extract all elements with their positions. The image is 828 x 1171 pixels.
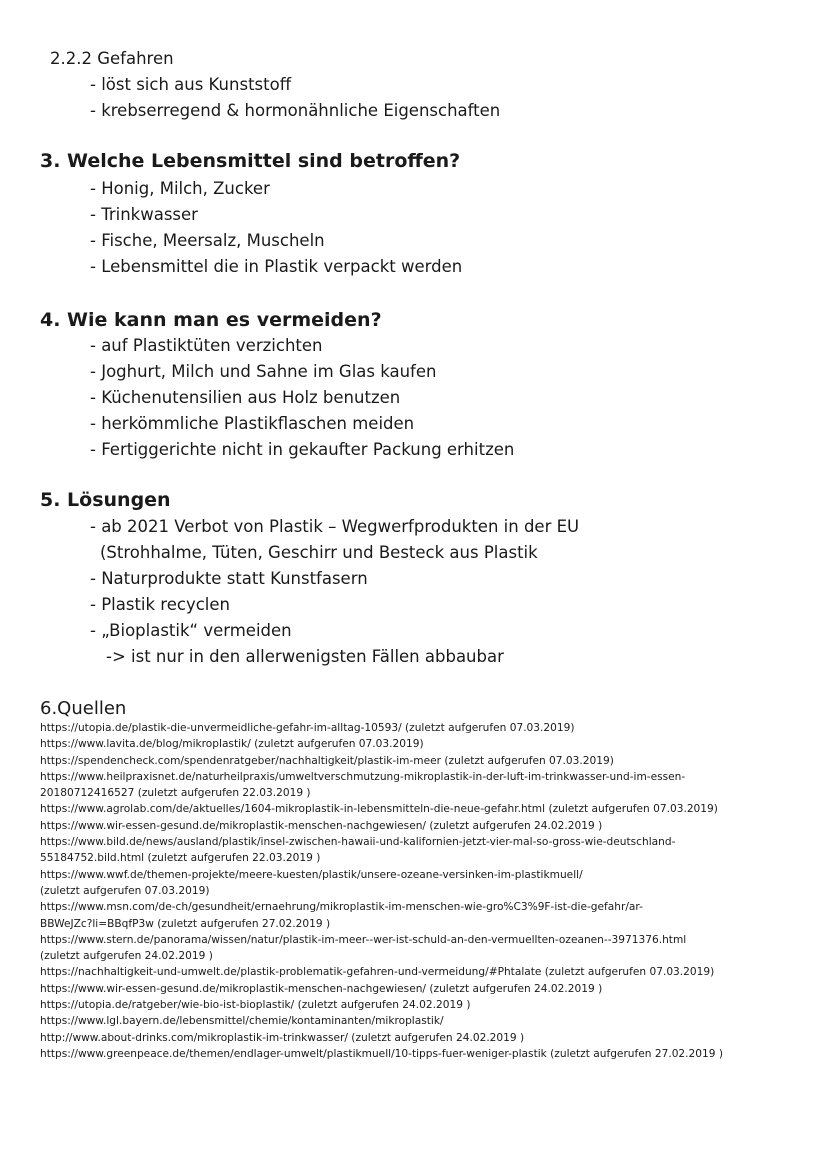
source-line: https://www.lavita.de/blog/mikroplastik/ (zuletzt aufgerufen 07.03.2019) <box>40 738 424 751</box>
list-item: - „Bioplastik“ vermeiden <box>90 621 292 640</box>
list-item: - löst sich aus Kunststoff <box>90 75 292 94</box>
source-line: https://www.wir-essen-gesund.de/mikroplastik-menschen-nachgewiesen/ (zuletzt aufgerufen 24.02.2019 ) <box>40 982 603 995</box>
list-item: - Naturprodukte statt Kunstfasern <box>90 569 368 588</box>
section-2-2-2-list <box>90 72 500 124</box>
list-item: - Küchenutensilien aus Holz benutzen <box>90 388 401 407</box>
list-item: - ab 2021 Verbot von Plastik – Wegwerfprodukten in der EU <box>90 517 580 536</box>
list-item: - Fische, Meersalz, Muscheln <box>90 231 325 250</box>
list-item-note: -> ist nur in den allerwenigsten Fällen abbaubar <box>106 647 504 666</box>
source-line: http://www.about-drinks.com/mikroplastik-im-trinkwasser/ (zuletzt aufgerufen 24.02.2019 ) <box>40 1031 525 1044</box>
section-2-2-2-heading: 2.2.2 Gefahren <box>50 49 174 68</box>
list-item-continuation: (Strohhalme, Tüten, Geschirr und Besteck aus Plastik <box>100 543 538 562</box>
source-line: (zuletzt aufgerufen 07.03.2019) <box>40 884 210 897</box>
list-item: - auf Plastiktüten verzichten <box>90 336 323 355</box>
list-item: - herkömmliche Plastikflaschen meiden <box>90 414 415 433</box>
sources-list <box>40 720 810 1062</box>
source-line: https://utopia.de/plastik-die-unvermeidliche-gefahr-im-alltag-10593/ (zuletzt aufgerufen 07.03.2019) <box>40 722 575 734</box>
list-item: - Honig, Milch, Zucker <box>90 179 270 198</box>
list-item: - Fertiggerichte nicht in gekaufter Packung erhitzen <box>90 440 515 459</box>
source-line: https://utopia.de/ratgeber/wie-bio-ist-bioplastik/ (zuletzt aufgerufen 24.02.2019 ) <box>40 999 471 1012</box>
section-3-list <box>90 176 462 280</box>
source-line: https://nachhaltigkeit-und-umwelt.de/plastik-problematik-gefahren-und-vermeidung/#Phtalate (zuletzt aufgerufen 07.03.2019) <box>40 966 715 979</box>
source-line: 20180712416527 (zuletzt aufgerufen 22.03.2019 ) <box>40 787 311 800</box>
source-line: https://www.msn.com/de-ch/gesundheit/ernaehrung/mikroplastik-im-menschen-wie-gro%C3%9F-ist-die-gefahr/ar- <box>40 901 643 914</box>
section-6-heading: 6.Quellen <box>40 698 127 719</box>
list-item: - Lebensmittel die in Plastik verpackt werden <box>90 257 463 276</box>
section-5-list <box>90 514 579 670</box>
section-3-heading: 3. Welche Lebensmittel sind betroffen? <box>40 150 461 172</box>
source-line: https://www.agrolab.com/de/aktuelles/1604-mikroplastik-in-lebensmitteln-die-neue-gefahr.html (zuletzt aufgerufen 07.03.2019) <box>40 803 718 816</box>
list-item: - Plastik recyclen <box>90 595 230 614</box>
source-line: 55184752.bild.html (zuletzt aufgerufen 22.03.2019 ) <box>40 852 321 865</box>
source-line: https://www.bild.de/news/ausland/plastik/insel-zwischen-hawaii-und-kalifornien-jetzt-vier-mal-so-gross-wie-deutschland- <box>40 836 676 849</box>
source-line: https://www.wir-essen-gesund.de/mikroplastik-menschen-nachgewiesen/ (zuletzt aufgerufen 24.02.2019 ) <box>40 819 603 832</box>
section-4-list <box>90 333 514 463</box>
list-item: - Trinkwasser <box>90 205 198 224</box>
source-line: https://www.wwf.de/themen-projekte/meere-kuesten/plastik/unsere-ozeane-versinken-im-plastikmuell/ <box>40 868 583 881</box>
source-line: https://www.heilpraxisnet.de/naturheilpraxis/umweltverschmutzung-mikroplastik-in-der-luft-im-trinkwasser-und-im-essen- <box>40 770 686 783</box>
source-line: https://spendencheck.com/spendenratgeber/nachhaltigkeit/plastik-im-meer (zuletzt aufgerufen 07.03.2019) <box>40 754 614 767</box>
source-line: https://www.lgl.bayern.de/lebensmittel/chemie/kontaminanten/mikroplastik/ <box>40 1015 444 1028</box>
section-4-heading: 4. Wie kann man es vermeiden? <box>40 309 382 331</box>
source-line: (zuletzt aufgerufen 24.02.2019 ) <box>40 950 213 963</box>
section-5-heading: 5. Lösungen <box>40 489 171 511</box>
list-item: - Joghurt, Milch und Sahne im Glas kaufen <box>90 362 437 381</box>
source-line: https://www.stern.de/panorama/wissen/natur/plastik-im-meer--wer-ist-schuld-an-den-vermuellten-ozeanen--3971376.html <box>40 933 687 946</box>
source-line: https://www.greenpeace.de/themen/endlager-umwelt/plastikmuell/10-tipps-fuer-weniger-plastik (zuletzt aufgerufen 27.02.2019 ) <box>40 1047 724 1060</box>
list-item: - krebserregend & hormonähnliche Eigenschaften <box>90 101 501 120</box>
source-line: BBWeJZc?li=BBqfP3w (zuletzt aufgerufen 27.02.2019 ) <box>40 917 331 930</box>
